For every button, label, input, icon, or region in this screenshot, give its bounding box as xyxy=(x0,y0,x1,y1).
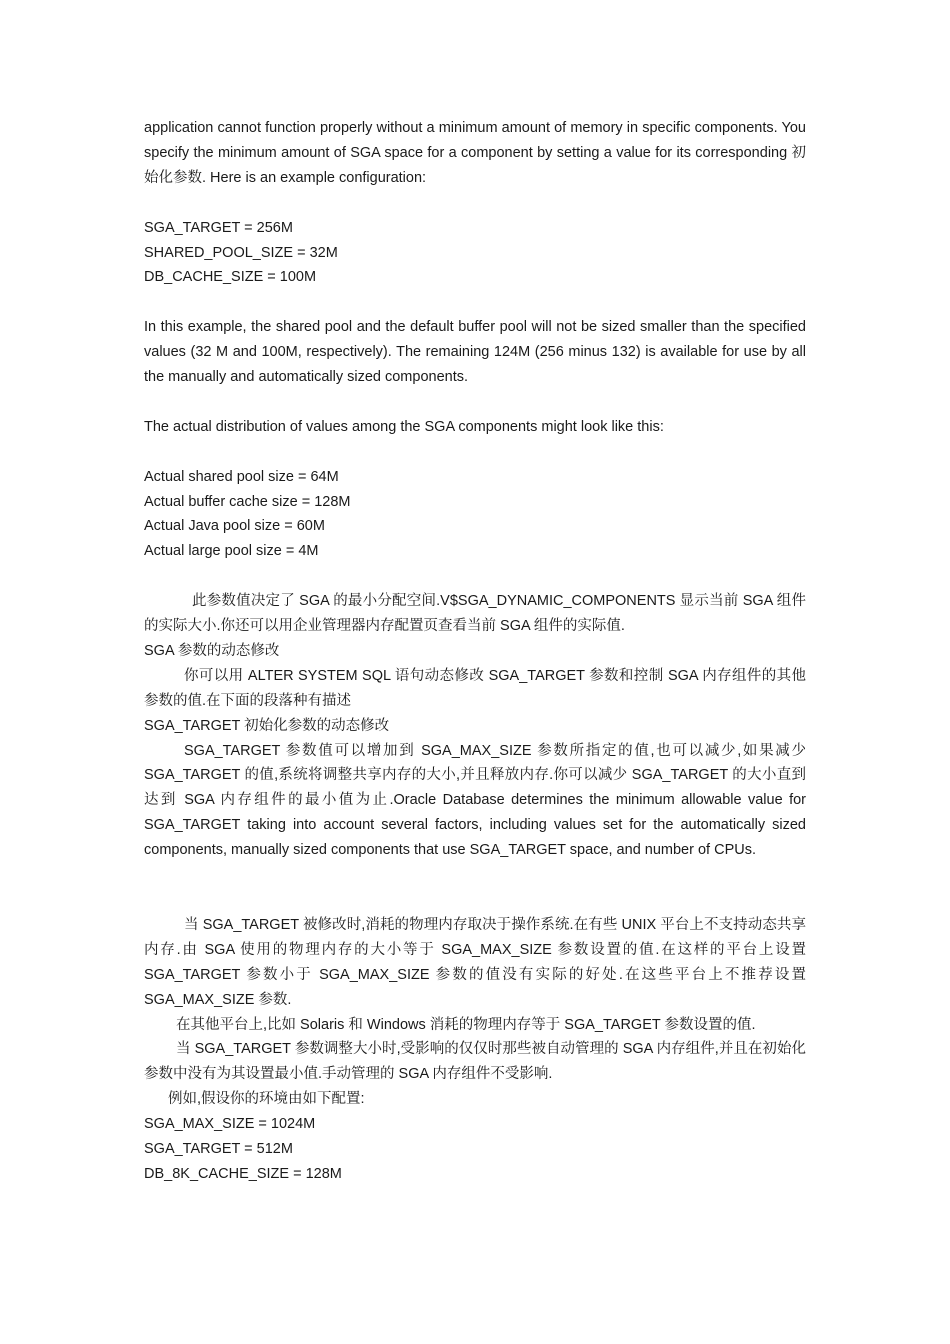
paragraph-sga-target-modify: SGA_TARGET 参数值可以增加到 SGA_MAX_SIZE 参数所指定的值,也可以减少,如果减少 SGA_TARGET 的值,系统将调整共享内存的大小,并且释放内存.你可以减少 SGA_TARGET 的大小直到达到 SGA 内存组件的最小值为止.Oracle Database determines the minimum allowable value for SGA_TARGET taking into account several factors, including values set for the automatically sized components, manually sized components that use SGA_TARGET space, and number of CPUs. xyxy=(144,742,806,859)
actual-size-line: Actual large pool size = 4M xyxy=(144,543,319,560)
paragraph-example-config: 例如,假设你的环境由如下配置: xyxy=(168,1091,365,1108)
actual-size-line: Actual Java pool size = 60M xyxy=(144,518,325,535)
config-line: DB_8K_CACHE_SIZE = 128M xyxy=(144,1165,342,1182)
actual-size-line: Actual buffer cache size = 128M xyxy=(144,493,351,510)
paragraph-intro: application cannot function properly without a minimum amount of memory in specific components. You specify the minimum amount of SGA space for a component by setting a value for its corresponding 初始化参数. Here is an example configuration: xyxy=(144,120,806,186)
config-line: DB_CACHE_SIZE = 100M xyxy=(144,269,317,286)
paragraph-resize-effect: 当 SGA_TARGET 参数调整大小时,受影响的仅仅时那些被自动管理的 SGA 内存组件,并且在初始化参数中没有为其设置最小值.手动管理的 SGA 内存组件不受影响. xyxy=(144,1041,806,1083)
paragraph-distribution: The actual distribution of values among the SGA components might look like this: xyxy=(144,418,664,435)
paragraph-physical-memory: 当 SGA_TARGET 被修改时,消耗的物理内存取决于操作系统.在有些 UNIX 平台上不支持动态共享内存.由 SGA 使用的物理内存的大小等于 SGA_MAX_SIZE 参数设置的值.在这样的平台上设置 SGA_TARGET 参数小于 SGA_MAX_SIZE 参数的值没有实际的好处.在这些平台上不推荐设置 SGA_MAX_SIZE 参数. xyxy=(144,916,806,1008)
config-line: SHARED_POOL_SIZE = 32M xyxy=(144,244,338,261)
document-body xyxy=(144,116,806,1187)
section-heading: SGA_TARGET 初始化参数的动态修改 xyxy=(144,717,390,734)
config-line: SGA_MAX_SIZE = 1024M xyxy=(144,1116,316,1133)
section-heading: SGA 参数的动态修改 xyxy=(144,642,280,659)
paragraph-other-platforms: 在其他平台上,比如 Solaris 和 Windows 消耗的物理内存等于 SGA_TARGET 参数设置的值. xyxy=(176,1016,756,1033)
paragraph-example: In this example, the shared pool and the default buffer pool will not be sized smaller than the specified values (32 M and 100M, respectively). The remaining 124M (256 minus 132) is available for use by all the manually and automatically sized components. xyxy=(144,319,806,386)
paragraph-min-allocation: 此参数值决定了 SGA 的最小分配空间.V$SGA_DYNAMIC_COMPONENTS 显示当前 SGA 组件的实际大小.你还可以用企业管理器内存配置页查看当前 SGA 组件的实际值. xyxy=(144,593,806,635)
config-line: SGA_TARGET = 512M xyxy=(144,1141,293,1158)
actual-size-line: Actual shared pool size = 64M xyxy=(144,468,339,485)
config-line: SGA_TARGET = 256M xyxy=(144,219,293,236)
paragraph-alter-system: 你可以用 ALTER SYSTEM SQL 语句动态修改 SGA_TARGET 参数和控制 SGA 内存组件的其他参数的值.在下面的段落种有描述 xyxy=(144,667,806,709)
